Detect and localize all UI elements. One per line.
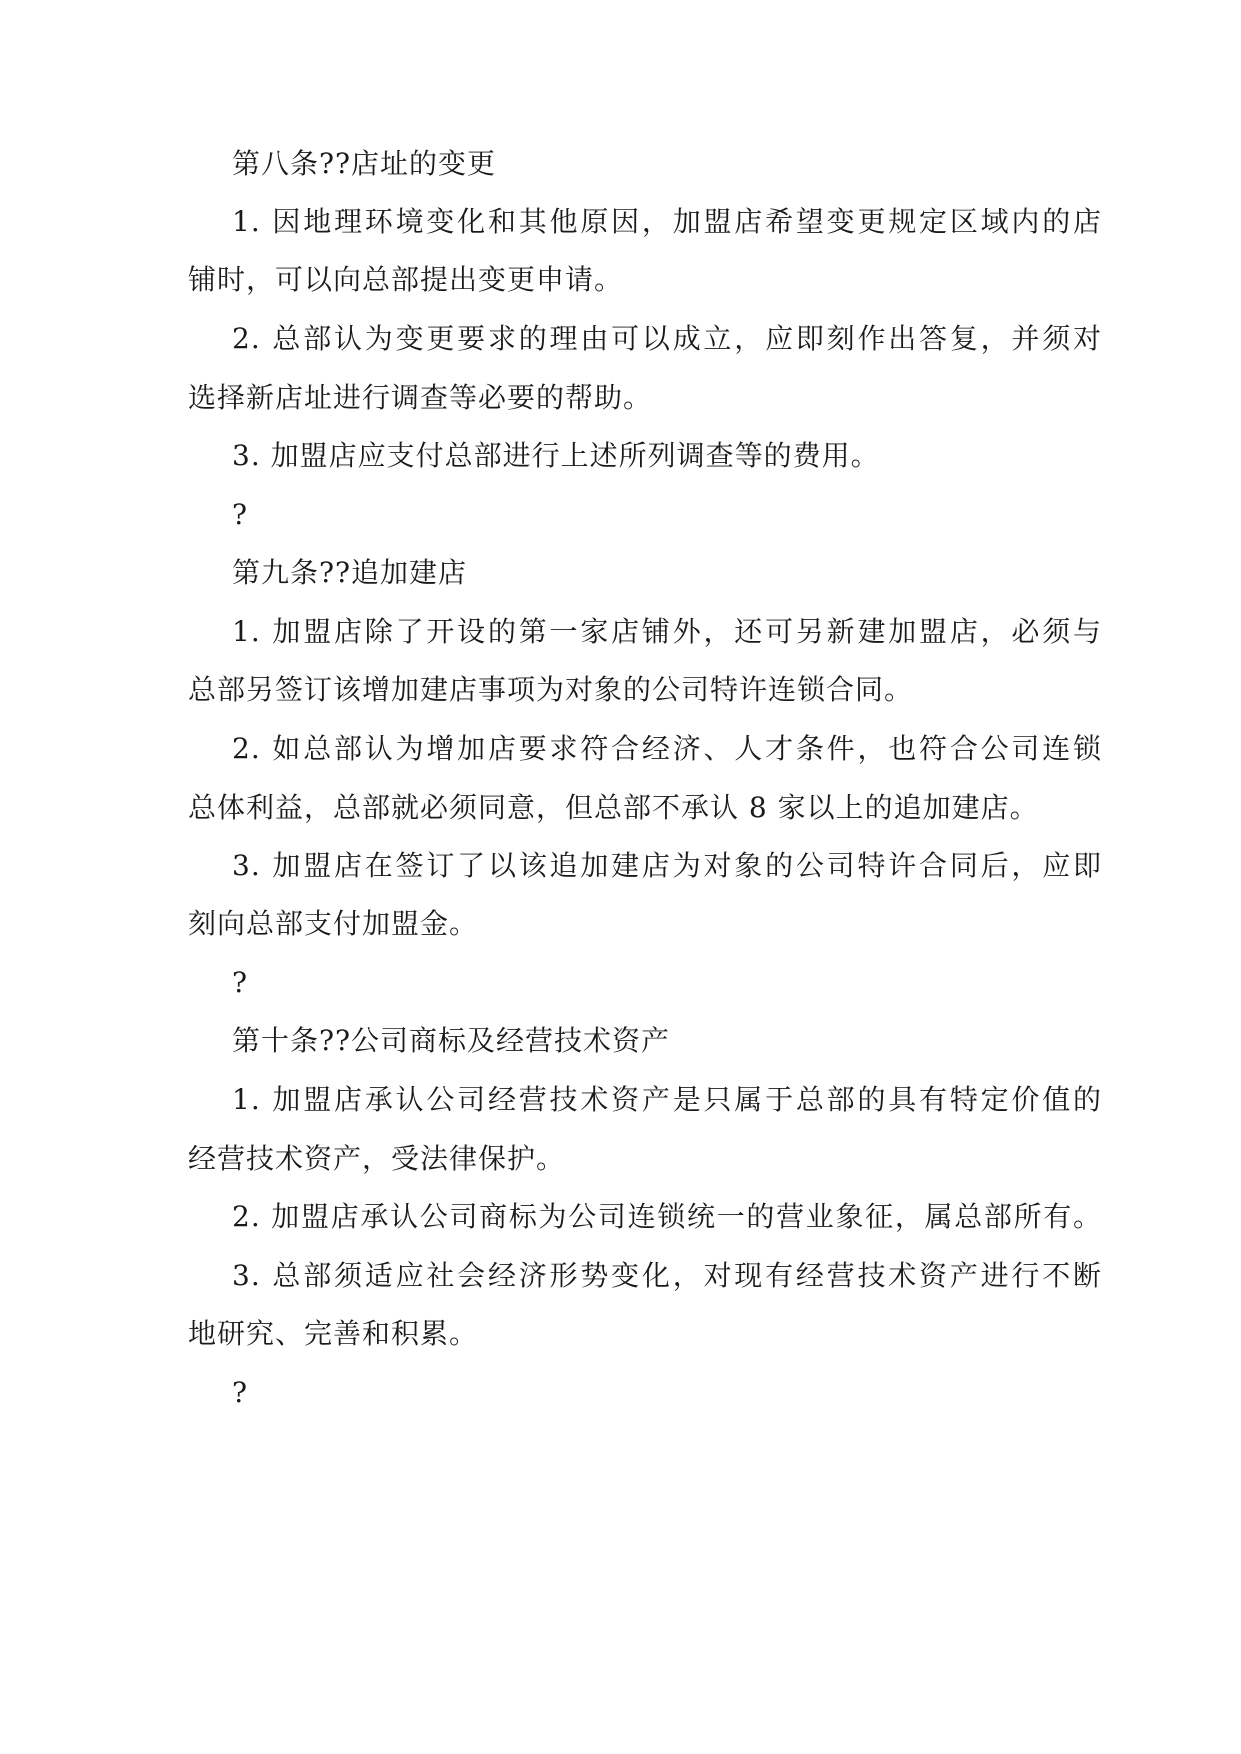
article-9-clause-2-line-2: 总体利益，总部就必须同意，但总部不承认 8 家以上的追加建店。 [188,791,1039,824]
article-8-clause-1-line-2: 铺时，可以向总部提出变更申请。 [188,263,624,296]
article-9-heading: 第九条??追加建店 [232,556,468,589]
article-9-clause-2-line-1: 2. 如总部认为增加店要求符合经济、人才条件，也符合公司连锁 [232,732,1102,765]
article-8-clause-1-line-1: 1. 因地理环境变化和其他原因，加盟店希望变更规定区域内的店 [232,205,1102,238]
article-10-clause-1-line-2: 经营技术资产，受法律保护。 [188,1142,566,1175]
article-10-clause-3-line-1: 3. 总部须适应社会经济形势变化，对现有经营技术资产进行不断 [232,1259,1102,1292]
article-10-clause-3-line-2: 地研究、完善和积累。 [188,1317,479,1350]
placeholder-mark: ? [232,498,249,531]
article-8-clause-2-line-2: 选择新店址进行调查等必要的帮助。 [188,381,653,414]
placeholder-mark: ? [232,966,249,999]
article-10-clause-1-line-1: 1. 加盟店承认公司经营技术资产是只属于总部的具有特定价值的 [232,1083,1102,1116]
article-9-clause-3-line-2: 刻向总部支付加盟金。 [188,907,479,940]
article-10-clause-2: 2. 加盟店承认公司商标为公司连锁统一的营业象征，属总部所有。 [232,1200,1102,1233]
article-9-clause-1-line-2: 总部另签订该增加建店事项为对象的公司特许连锁合同。 [188,673,914,706]
article-9-clause-3-line-1: 3. 加盟店在签订了以该追加建店为对象的公司特许合同后，应即 [232,849,1102,882]
placeholder-mark: ? [232,1376,249,1409]
article-10-heading: 第十条??公司商标及经营技术资产 [232,1024,671,1057]
article-8-clause-3: 3. 加盟店应支付总部进行上述所列调查等的费用。 [232,439,880,472]
article-9-clause-1-line-1: 1. 加盟店除了开设的第一家店铺外，还可另新建加盟店，必须与 [232,615,1102,648]
article-8-heading: 第八条??店址的变更 [232,147,497,180]
article-8-clause-2-line-1: 2. 总部认为变更要求的理由可以成立，应即刻作出答复，并须对 [232,322,1102,355]
